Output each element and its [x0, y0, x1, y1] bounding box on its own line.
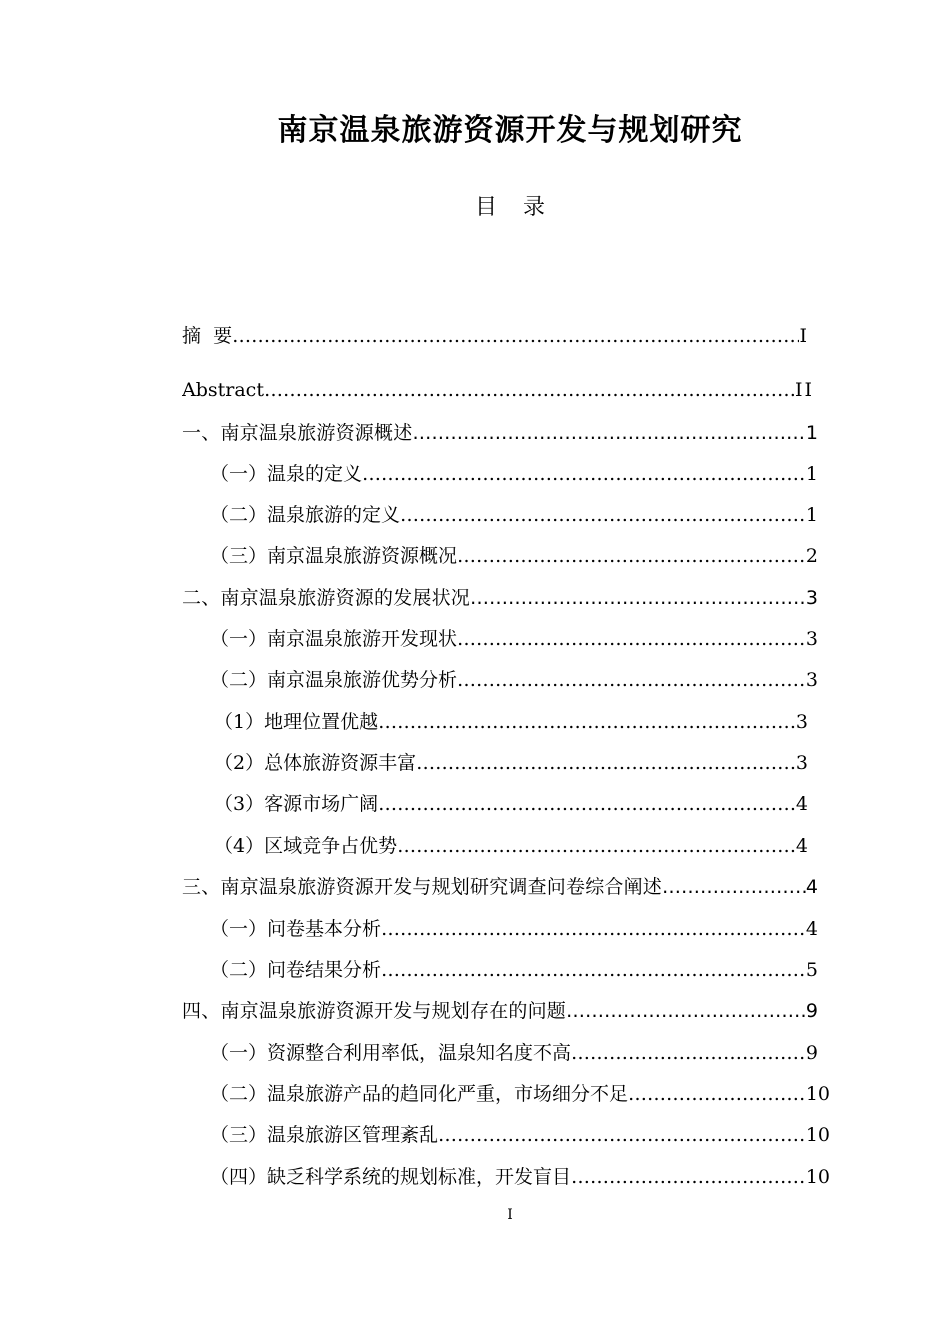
document-title: 南京温泉旅游资源开发与规划研究 — [277, 113, 743, 148]
toc-entry-label: （三）南京温泉旅游资源概况 — [210, 545, 458, 567]
toc-entry-abstract-cn[interactable] — [182, 322, 807, 350]
toc-dot-leader — [378, 708, 796, 736]
toc-entry-label: （三）温泉旅游区管理紊乱 — [210, 1124, 439, 1146]
toc-dot-leader — [264, 376, 795, 404]
toc-dot-leader — [381, 956, 806, 984]
toc-entry-label: （1）地理位置优越 — [214, 711, 379, 733]
toc-entry-label: （一）问卷基本分析 — [210, 918, 382, 940]
toc-entry-page: 2 — [805, 545, 818, 567]
toc-dot-leader — [412, 419, 806, 447]
toc-entry-page: 1 — [805, 422, 818, 444]
toc-entry-label: 二、南京温泉旅游资源的发展状况 — [182, 587, 471, 609]
toc-dot-leader — [438, 1121, 806, 1149]
toc-entry-label: （四）缺乏科学系统的规划标准，开发盲目 — [210, 1166, 572, 1188]
toc-entry-page: 3 — [805, 587, 818, 609]
toc-entry-page: 10 — [805, 1166, 830, 1188]
toc-entry-label: 三、南京温泉旅游资源开发与规划研究调查问卷综合阐述 — [182, 876, 663, 898]
toc-dot-leader — [362, 460, 806, 488]
toc-dot-leader — [381, 915, 806, 943]
toc-entry-section-1-2[interactable] — [210, 501, 818, 529]
toc-entry-label: 一、南京温泉旅游资源概述 — [182, 422, 413, 444]
toc-entry-page: 3 — [795, 711, 808, 733]
toc-dot-leader — [571, 1163, 806, 1191]
toc-entry-section-2-1[interactable] — [210, 625, 818, 653]
toc-dot-leader — [232, 322, 799, 350]
toc-entry-section-3-2[interactable] — [210, 956, 818, 984]
toc-dot-leader — [662, 873, 806, 901]
toc-entry-label: （一）温泉的定义 — [210, 463, 363, 485]
toc-entry-label: （一）资源整合利用率低，温泉知名度不高 — [210, 1042, 572, 1064]
toc-dot-leader — [416, 749, 796, 777]
toc-entry-section-2-2[interactable] — [210, 666, 818, 694]
toc-entry-page: 1 — [805, 463, 818, 485]
toc-entry-page: 9 — [805, 1042, 818, 1064]
toc-dot-leader — [397, 832, 796, 860]
toc-entry-chapter-3[interactable] — [182, 873, 818, 901]
toc-dot-leader — [457, 625, 806, 653]
toc-entry-page: 3 — [805, 628, 818, 650]
toc-entry-label: 四、南京温泉旅游资源开发与规划存在的问题 — [182, 1000, 567, 1022]
toc-entry-page: 10 — [805, 1124, 830, 1146]
toc-entry-abstract-en[interactable] — [182, 376, 814, 404]
toc-entry-page: 4 — [795, 835, 808, 857]
toc-dot-leader — [400, 501, 806, 529]
toc-entry-page: II — [794, 379, 814, 401]
toc-entry-label: 摘 要 — [182, 325, 233, 347]
toc-entry-page: 4 — [795, 793, 808, 815]
toc-dot-leader — [571, 1039, 806, 1067]
toc-entry-page: 5 — [805, 959, 818, 981]
toc-heading-char: 目 — [474, 195, 497, 220]
toc-dot-leader — [378, 790, 796, 818]
toc-entry-label: （二）温泉旅游的定义 — [210, 504, 401, 526]
toc-entry-label: （二）问卷结果分析 — [210, 959, 382, 981]
toc-heading-char: 录 — [523, 195, 546, 220]
toc-entry-page: 3 — [805, 669, 818, 691]
toc-entry-subsection-2-2-1[interactable] — [214, 708, 808, 736]
toc-entry-chapter-2[interactable] — [182, 584, 818, 612]
toc-entry-subsection-2-2-2[interactable] — [214, 749, 808, 777]
toc-entry-label: （4）区域竞争占优势 — [214, 835, 398, 857]
toc-entry-section-1-1[interactable] — [210, 460, 818, 488]
toc-entry-subsection-2-2-3[interactable] — [214, 790, 808, 818]
toc-entry-page: 4 — [805, 876, 818, 898]
page-number-footer: I — [507, 1207, 513, 1223]
toc-dot-leader — [566, 997, 806, 1025]
toc-entry-section-4-2[interactable] — [210, 1080, 830, 1108]
toc-dot-leader — [470, 584, 806, 612]
toc-entry-page: 3 — [795, 752, 808, 774]
toc-entry-label: Abstract — [182, 379, 264, 401]
toc-entry-label: （一）南京温泉旅游开发现状 — [210, 628, 458, 650]
toc-dot-leader — [457, 666, 806, 694]
toc-entry-section-3-1[interactable] — [210, 915, 818, 943]
toc-entry-section-1-3[interactable] — [210, 542, 818, 570]
toc-entry-label: （二）温泉旅游产品的趋同化严重，市场细分不足 — [210, 1083, 629, 1105]
toc-entry-section-4-4[interactable] — [210, 1163, 830, 1191]
toc-entry-label: （3）客源市场广阔 — [214, 793, 379, 815]
toc-entry-label: （二）南京温泉旅游优势分析 — [210, 669, 458, 691]
toc-entry-section-4-3[interactable] — [210, 1121, 830, 1149]
toc-entry-page: 9 — [805, 1000, 818, 1022]
toc-entry-page: I — [799, 325, 807, 347]
toc-entry-chapter-1[interactable] — [182, 419, 818, 447]
toc-entry-page: 1 — [805, 504, 818, 526]
toc-entry-section-4-1[interactable] — [210, 1039, 818, 1067]
toc-entry-page: 4 — [805, 918, 818, 940]
toc-entry-label: （2）总体旅游资源丰富 — [214, 752, 417, 774]
toc-dot-leader — [457, 542, 806, 570]
toc-entry-chapter-4[interactable] — [182, 997, 818, 1025]
toc-entry-subsection-2-2-4[interactable] — [214, 832, 808, 860]
toc-dot-leader — [628, 1080, 806, 1108]
toc-entry-page: 10 — [805, 1083, 830, 1105]
